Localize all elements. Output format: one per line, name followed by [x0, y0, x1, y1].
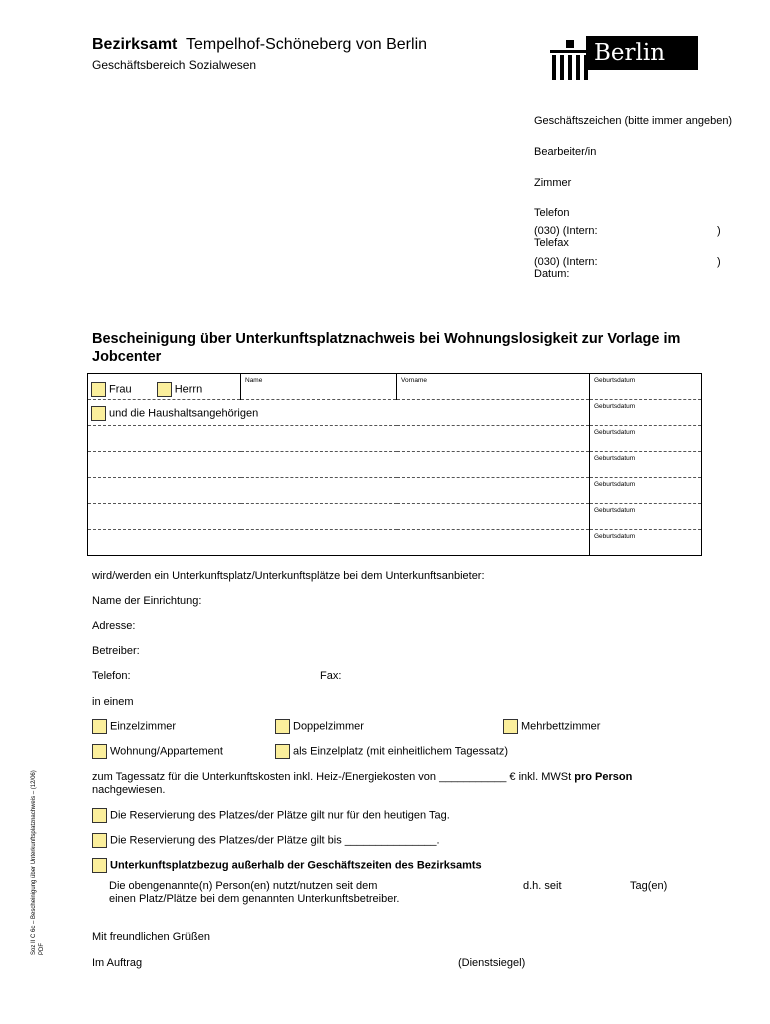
res-today-checkbox[interactable] — [92, 808, 107, 823]
phone-intern: (030) (Intern: — [534, 225, 598, 237]
birth-cell[interactable] — [590, 452, 702, 478]
office-name: Bezirksamt — [92, 36, 178, 53]
birth-label: Geburtsdatum — [594, 377, 636, 384]
since-line-2: einen Platz/Plätze bei dem genannten Unterkunftsbetreiber. — [109, 893, 400, 905]
table-row — [88, 426, 702, 452]
double-room-option — [275, 719, 364, 734]
member-name-cell[interactable] — [88, 478, 590, 504]
res-until-option — [92, 833, 440, 848]
birth-cell[interactable] — [590, 530, 702, 556]
member-name-cell[interactable] — [88, 426, 590, 452]
double-room-checkbox[interactable] — [275, 719, 290, 734]
address-label: Adresse: — [92, 620, 136, 632]
single-room-checkbox[interactable] — [92, 719, 107, 734]
res-until-label: Die Reservierung des Platzes/der Plätze gilt bis _______________. — [110, 834, 440, 847]
member-name-cell[interactable] — [88, 530, 590, 556]
birth-label: Geburtsdatum — [594, 429, 636, 436]
birth-cell[interactable] — [590, 426, 702, 452]
multi-room-option — [503, 719, 600, 734]
department-label: Geschäftsbereich — [92, 58, 186, 72]
fax-intern-close: ) — [717, 256, 721, 268]
multi-room-checkbox[interactable] — [503, 719, 518, 734]
member-name-cell[interactable] — [88, 504, 590, 530]
form-identifier — [30, 770, 46, 955]
birth-label: Geburtsdatum — [594, 481, 636, 488]
rate-line-2: nachgewiesen. — [92, 784, 166, 796]
apartment-label: Wohnung/Appartement — [110, 745, 223, 758]
since-line-1: Die obengenannte(n) Person(en) nutzt/nutzen seit dem — [109, 880, 378, 892]
operator-label: Betreiber: — [92, 645, 140, 657]
birth-label: Geburtsdatum — [594, 507, 636, 514]
outside-hours-option — [92, 858, 482, 873]
name-label: Name — [245, 377, 263, 384]
name-cell[interactable] — [241, 374, 397, 400]
birth-label: Geburtsdatum — [594, 533, 636, 540]
outside-hours-checkbox[interactable] — [92, 858, 107, 873]
form-id-text: Soz II C 6c – Bescheinigung über Unterkunftsplatznachweis – (12/06) — [31, 770, 37, 955]
apartment-checkbox[interactable] — [92, 744, 107, 759]
brandenburg-gate-icon — [550, 36, 590, 80]
room-label: Zimmer — [534, 177, 572, 189]
fax-label: Telefax — [534, 237, 569, 249]
district-name: Tempelhof-Schöneberg von Berlin — [185, 36, 428, 53]
phone-label: Telefon — [534, 207, 570, 219]
table-row — [88, 530, 702, 556]
outside-hours-label: Unterkunftsplatzbezug außerhalb der Geschäftszeiten des Bezirksamts — [110, 859, 482, 872]
birth-cell[interactable] — [590, 374, 702, 400]
table-row — [88, 478, 702, 504]
as-single-option — [275, 744, 508, 759]
frau-label: Frau — [109, 383, 132, 396]
birth-label: Geburtsdatum — [594, 455, 636, 462]
logo-wordmark: Berlin — [586, 36, 698, 70]
household-checkbox[interactable] — [91, 406, 106, 421]
household-label: und die Haushaltsangehörigen — [109, 407, 259, 420]
page-title: Bescheinigung über Unterkunftsplatznachweis bei Wohnungslosigkeit zur Vorlage im Jobcenter — [92, 331, 681, 365]
on-behalf-text: Im Auftrag — [92, 957, 143, 969]
rate-text: zum Tagessatz für die Unterkunftskosten inkl. Heiz-/Energiekosten von ___________ € inkl. MWSt — [92, 771, 572, 783]
reference-label: Geschäftszeichen (bitte immer angeben) — [534, 115, 733, 127]
frau-checkbox[interactable] — [91, 382, 106, 397]
berlin-logo — [550, 36, 698, 80]
vorname-cell[interactable] — [397, 374, 590, 400]
herrn-label: Herrn — [174, 383, 203, 396]
facility-label: Name der Einrichtung: — [92, 595, 202, 607]
multi-room-label: Mehrbettzimmer — [521, 720, 601, 733]
table-row — [88, 374, 702, 400]
department-name: Sozialwesen — [188, 58, 257, 72]
rate-line — [92, 771, 632, 783]
table-row — [88, 400, 702, 426]
single-room-option — [92, 719, 176, 734]
phone-intern-close: ) — [717, 225, 721, 237]
vorname-label: Vorname — [401, 377, 428, 384]
fax-intern: (030) (Intern: — [534, 256, 598, 268]
in-a-label: in einem — [92, 696, 134, 708]
as-single-label: als Einzelplatz (mit einheitlichem Tagessatz) — [293, 745, 508, 758]
phone-field-label: Telefon: — [92, 670, 131, 682]
regards-text: Mit freundlichen Grüßen — [92, 931, 210, 943]
as-single-checkbox[interactable] — [275, 744, 290, 759]
intro-text: wird/werden ein Unterkunftsplatz/Unterkunftsplätze bei dem Unterkunftsanbieter: — [92, 570, 485, 582]
res-today-label: Die Reservierung des Platzes/der Plätze gilt nur für den heutigen Tag. — [110, 809, 450, 822]
table-row — [88, 504, 702, 530]
date-label: Datum: — [534, 268, 570, 280]
birth-cell[interactable] — [590, 504, 702, 530]
birth-cell[interactable] — [590, 478, 702, 504]
single-room-label: Einzelzimmer — [110, 720, 177, 733]
since-days: Tag(en) — [630, 880, 668, 892]
seal-text: (Dienstsiegel) — [458, 957, 526, 969]
since-dh: d.h. seit — [523, 880, 562, 892]
clerk-label: Bearbeiter/in — [534, 146, 597, 158]
persons-table — [87, 373, 702, 556]
herrn-checkbox[interactable] — [157, 382, 172, 397]
department-line — [92, 58, 256, 72]
birth-label: Geburtsdatum — [594, 403, 636, 410]
res-today-option — [92, 808, 450, 823]
double-room-label: Doppelzimmer — [293, 720, 364, 733]
office-heading — [92, 36, 427, 54]
rate-per-person: pro Person — [574, 771, 633, 783]
birth-cell[interactable] — [590, 400, 702, 426]
fax-field-label: Fax: — [320, 670, 342, 682]
res-until-checkbox[interactable] — [92, 833, 107, 848]
apartment-option — [92, 744, 223, 759]
table-row — [88, 452, 702, 478]
member-name-cell[interactable] — [88, 452, 590, 478]
form-format-text: PDF — [39, 943, 45, 955]
